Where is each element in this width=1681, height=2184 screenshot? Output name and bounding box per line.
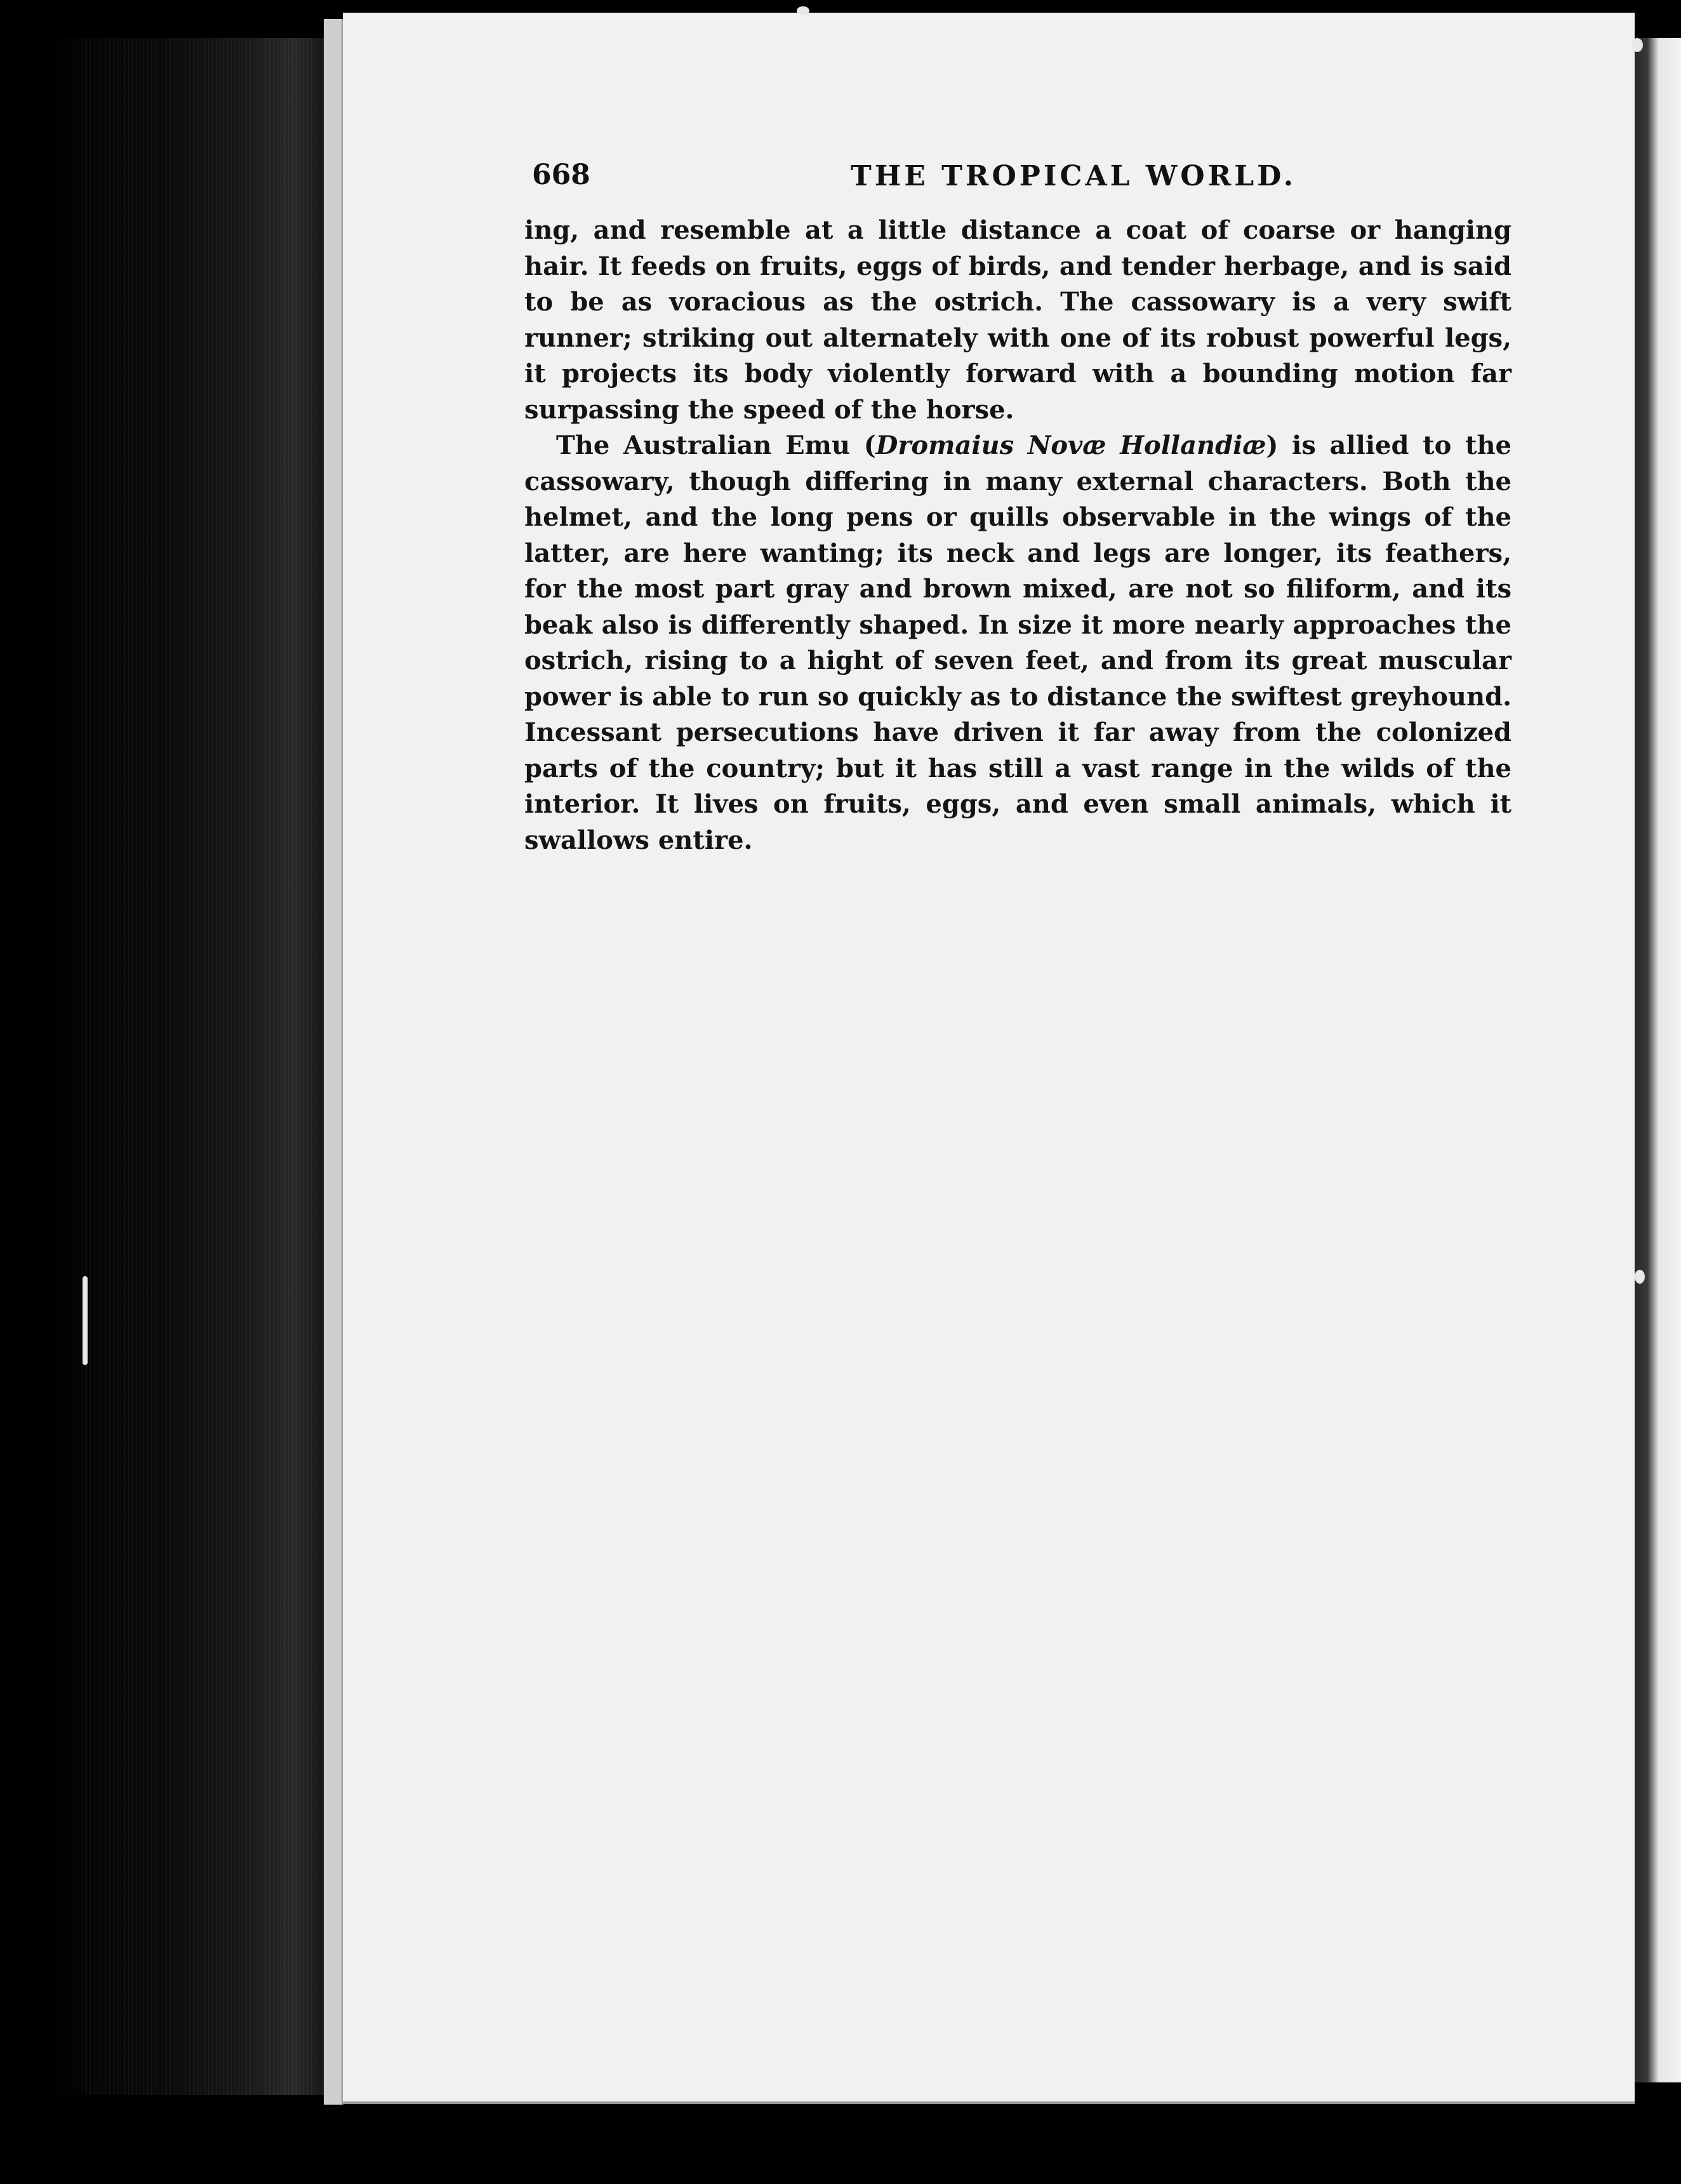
paragraph [524,428,1512,858]
paragraph-text: ) is allied to the cassowary, though differing in many external characters. Both the helmet, and the long pens or quills observable in the wings of the latter, are here wanting; its neck and legs are longer, its feathers, for the most part gray and brown mixed, are not so filiform, and its beak also is differently shaped. In size it more nearly approaches the ostrich, rising to a hight of seven feet, and from its great muscular power is able to run so quickly as to distance the swiftest greyhound. Incessant persecutions have driven it far away from the colonized parts of the country; but it has still a vast range in the wilds of the interior. It lives on fruits, eggs, and even small animals, which it swallows entire. [524,430,1512,855]
page-number: 668 [532,159,590,191]
running-head: THE TROPICAL WORLD. [851,160,1297,192]
body-text [524,213,1512,858]
paragraph-text: ing, and resemble at a little distance a coat of coarse or hanging hair. It feeds on fruits, eggs of birds, and tender herbage, and is said to be as voracious as the ostrich. The cassowary is a very swift runner; striking out alternately with one of its robust powerful legs, it projects its body violently forward with a bounding motion far surpassing the speed of the horse. [524,215,1512,425]
page-edge [324,19,343,2105]
scan-speck [1635,1270,1645,1284]
scientific-name: Dromaius Novæ Hollandiæ [875,430,1266,460]
scan-speck [83,1276,88,1365]
paragraph-text: The Australian Emu ( [556,430,876,460]
spine-texture [83,38,336,2095]
scan-speck [1631,38,1643,52]
scan-speck [797,6,809,15]
paragraph [524,213,1512,428]
